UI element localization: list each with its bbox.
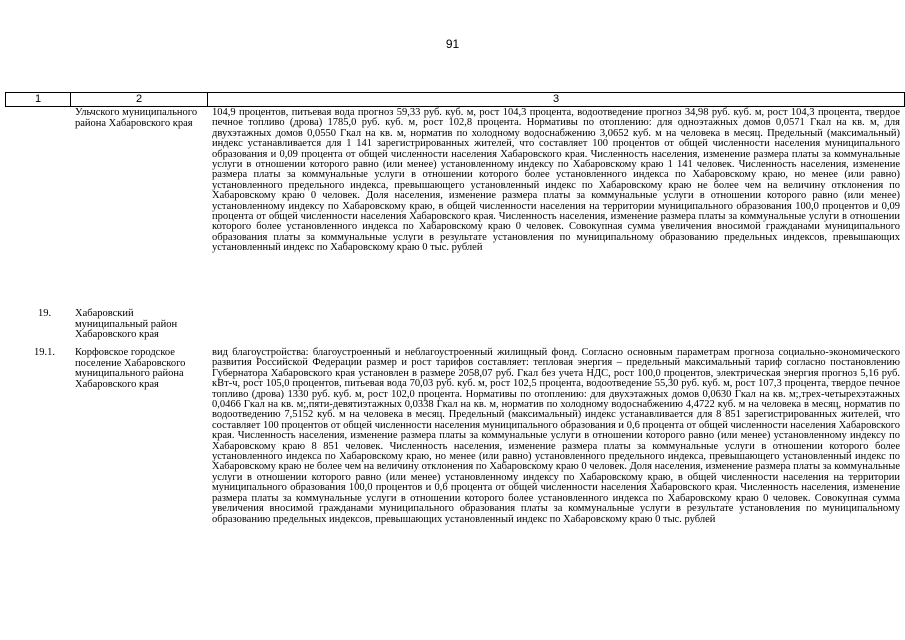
header-col-3: 3 bbox=[552, 93, 560, 105]
row-text: 104,9 процентов, питьевая вода прогноз 59,33 руб. куб. м, рост 104,3 процента, водоотведение прогноз 34,98 руб. куб. м, рост 104,3 процента, твердое печное топливо (дрова) 1785,0 руб. куб. м, рост 102,8 процента. Нормативы по отоплению: для одноэтажных домов 0,0571 Гкал на кв. м, для двухэтажных домов 0,0550 Гкал на кв. м, норматив по холодному водоснабжению 3,0652 куб. м на человека в месяц. Предельный (максимальный) индекс устанавливается для 1 141 зарегистрированных жителей, что составляет 100 процентов от общей численности населения муниципального образования и 0,09 процента от общей численности населения Хабаровского края. Численность населения, изменение размера платы за коммунальные услуги в отношении которого равно (или менее) установленному индексу по Хабаровскому краю 1 141 человек. Численность населения, изменение размера платы за коммунальные услуги в отношении которого более установленного индекса по Хабаровскому краю, но менее (или равно) установленного предельного индекса, превышающего установленный индекс по Хабаровскому краю не более чем на величину отклонения по Хабаровскому краю 0 человек. Доля населения, изменение размера платы за коммунальные услуги в отношении которого равно (или менее) установленному индексу по Хабаровскому краю, в общей численности населения на территории муниципального образования 100,0 процентов и 0,09 процента от общей численности населения Хабаровского края. Численность населения, изменение размера платы за коммунальные услуги в отношении которого более установленного индекса по Хабаровскому краю 0 человек. Совокупная сумма увеличения вносимой гражданами муниципального образования платы за коммунальные услуги в результате установления по муниципальному образованию предельных индексов, превышающих установленный индекс по Хабаровскому краю 0 тыс. рублей bbox=[212, 107, 900, 254]
table-header-row bbox=[5, 92, 905, 107]
row-name: Корфовское городское поселение Хабаровского муниципального района Хабаровского края bbox=[75, 347, 186, 390]
header-col-2: 2 bbox=[71, 93, 208, 106]
row-text: вид благоустройства: благоустроенный и неблагоустроенный жилищный фонд. Согласно основным параметрам прогноза социально-экономического развития Российской Федерации размер и рост тарифов составляет: тепловая энергия – предельный максимальный тариф согласно постановлению Губернатора Хабаровского края установлен в размере 2058,07 руб. Гкал без учета НДС, рост 100,0 процентов, электрическая энергия прогноз 5,16 руб. кВт-ч, рост 105,0 процентов, питьевая вода 70,03 руб. куб. м, рост 102,5 процента, водоотведение 55,30 руб. куб. м, рост 107,3 процента, твердое печное топливо (дрова) 1330 руб. куб. м, рост 102,0 процента. Нормативы по отоплению: для двухэтажных домов 0,0630 Гкал на кв. м;,трех-четырехэтажных 0,0466 Гкал на кв. м;,пяти-девятиэтажных 0,0338 Гкал на кв. м, норматив по холодному водоснабжению 4,4722 куб. м на человека в месяц, норматив по водоотведению 7,5152 куб. м на человека в месяц. Предельный (максимальный) индекс устанавливается для 8 851 зарегистрированных жителей, что составляет 100 процентов от общей численности населения муниципального образования и 0,6 процента от общей численности населения Хабаровского края. Численность населения, изменение размера платы за коммунальные услуги в отношении которого равно (или менее) установленному индексу по Хабаровскому краю 8 851 человек. Численность населения, изменение размера платы за коммунальные услуги в отношении которого более установленного индекса по Хабаровскому краю, но менее (или равно) установленного предельного индекса, превышающего установленный индекс по Хабаровскому краю не более чем на величину отклонения по Хабаровскому краю 0 человек. Доля населения, изменение размера платы за коммунальные услуги в отношении которого равно (или менее) установленному индексу по Хабаровскому краю, в общей численности населения на территории муниципального образования 100,0 процентов и 0,6 процента от общей численности населения Хабаровского края. Численность населения, изменение размера платы за коммунальные услуги в отношении которого более установленного индекса по Хабаровскому краю 0 человек. Совокупная сумма увеличения вносимой гражданами муниципального образования платы за коммунальные услуги в результате установления по муниципальному образованию предельных индексов, превышающих установленный индекс по Хабаровскому краю 0 тыс. рублей bbox=[212, 347, 900, 525]
row-name: Хабаровский муниципальный район Хабаровского края bbox=[75, 308, 178, 340]
page-number: 91 bbox=[445, 37, 460, 51]
row-name: Ульчского муниципального района Хабаровского края bbox=[75, 107, 198, 129]
header-col-1: 1 bbox=[6, 93, 71, 106]
row-number: 19.1. bbox=[34, 347, 55, 358]
row-number: 19. bbox=[38, 308, 52, 319]
